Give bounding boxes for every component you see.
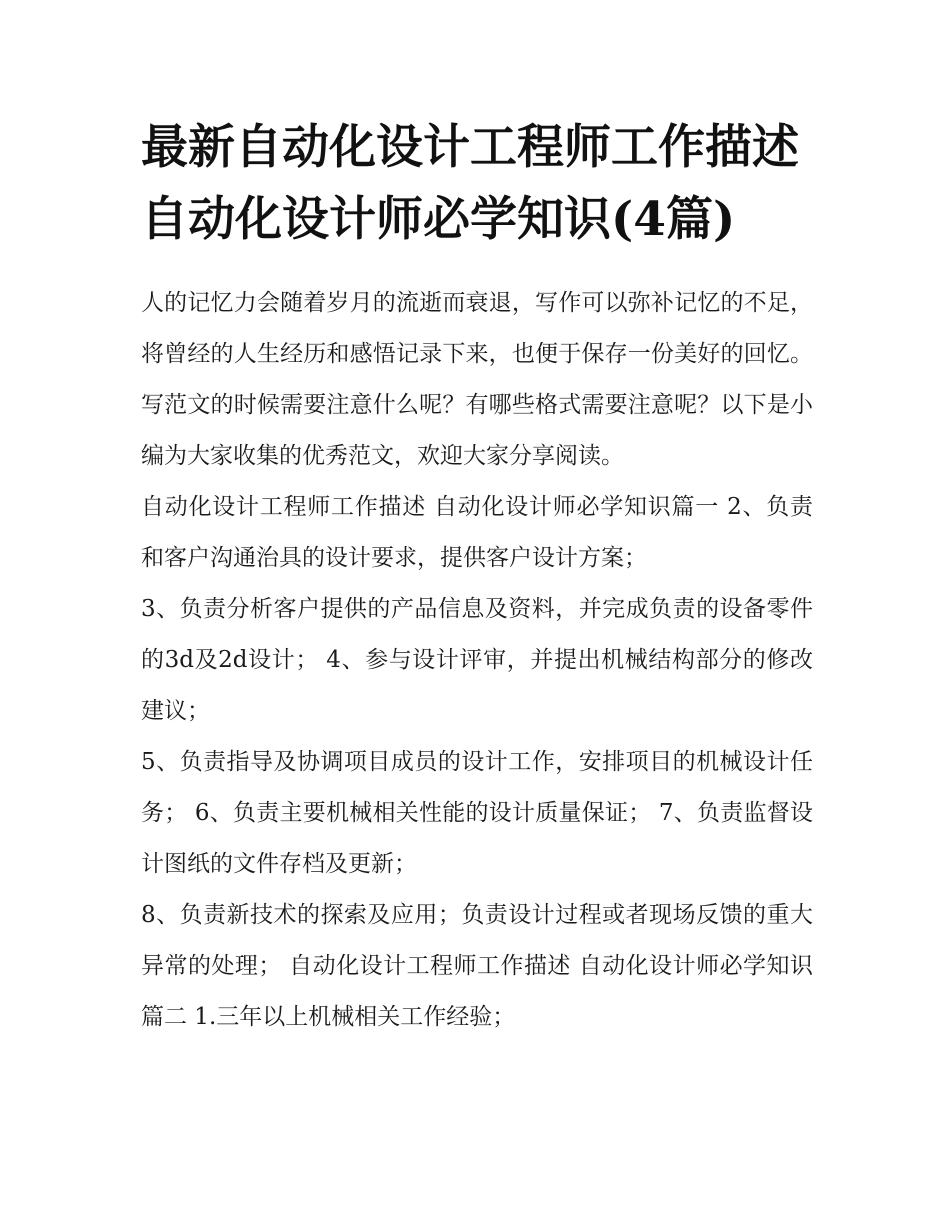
- paragraph-item-5-7: 5、负责指导及协调项目成员的设计工作，安排项目的机械设计任务； 6、负责主要机械相关性能的设计质量保证； 7、负责监督设计图纸的文件存档及更新；: [141, 749, 813, 877]
- paragraph-section-1: 自动化设计工程师工作描述 自动化设计师必学知识篇一 2、负责和客户沟通治具的设计要求，提供客户设计方案；: [141, 494, 813, 571]
- document-body: [141, 278, 813, 1043]
- paragraph-item-8-section-2: 8、负责新技术的探索及应用；负责设计过程或者现场反馈的重大异常的处理； 自动化设计工程师工作描述 自动化设计师必学知识篇二 1.三年以上机械相关工作经验；: [141, 902, 813, 1030]
- paragraph-intro: 人的记忆力会随着岁月的流逝而衰退，写作可以弥补记忆的不足，将曾经的人生经历和感悟记录下来，也便于保存一份美好的回忆。写范文的时候需要注意什么呢？有哪些格式需要注意呢？以下是小编为大家收集的优秀范文，欢迎大家分享阅读。: [141, 290, 813, 469]
- document-content: [141, 112, 813, 1043]
- document-title: 最新自动化设计工程师工作描述 自动化设计师必学知识(4篇): [141, 120, 799, 247]
- paragraph-item-3-4: 3、负责分析客户提供的产品信息及资料，并完成负责的设备零件的3d及2d设计； 4、参与设计评审，并提出机械结构部分的修改建议；: [141, 596, 813, 724]
